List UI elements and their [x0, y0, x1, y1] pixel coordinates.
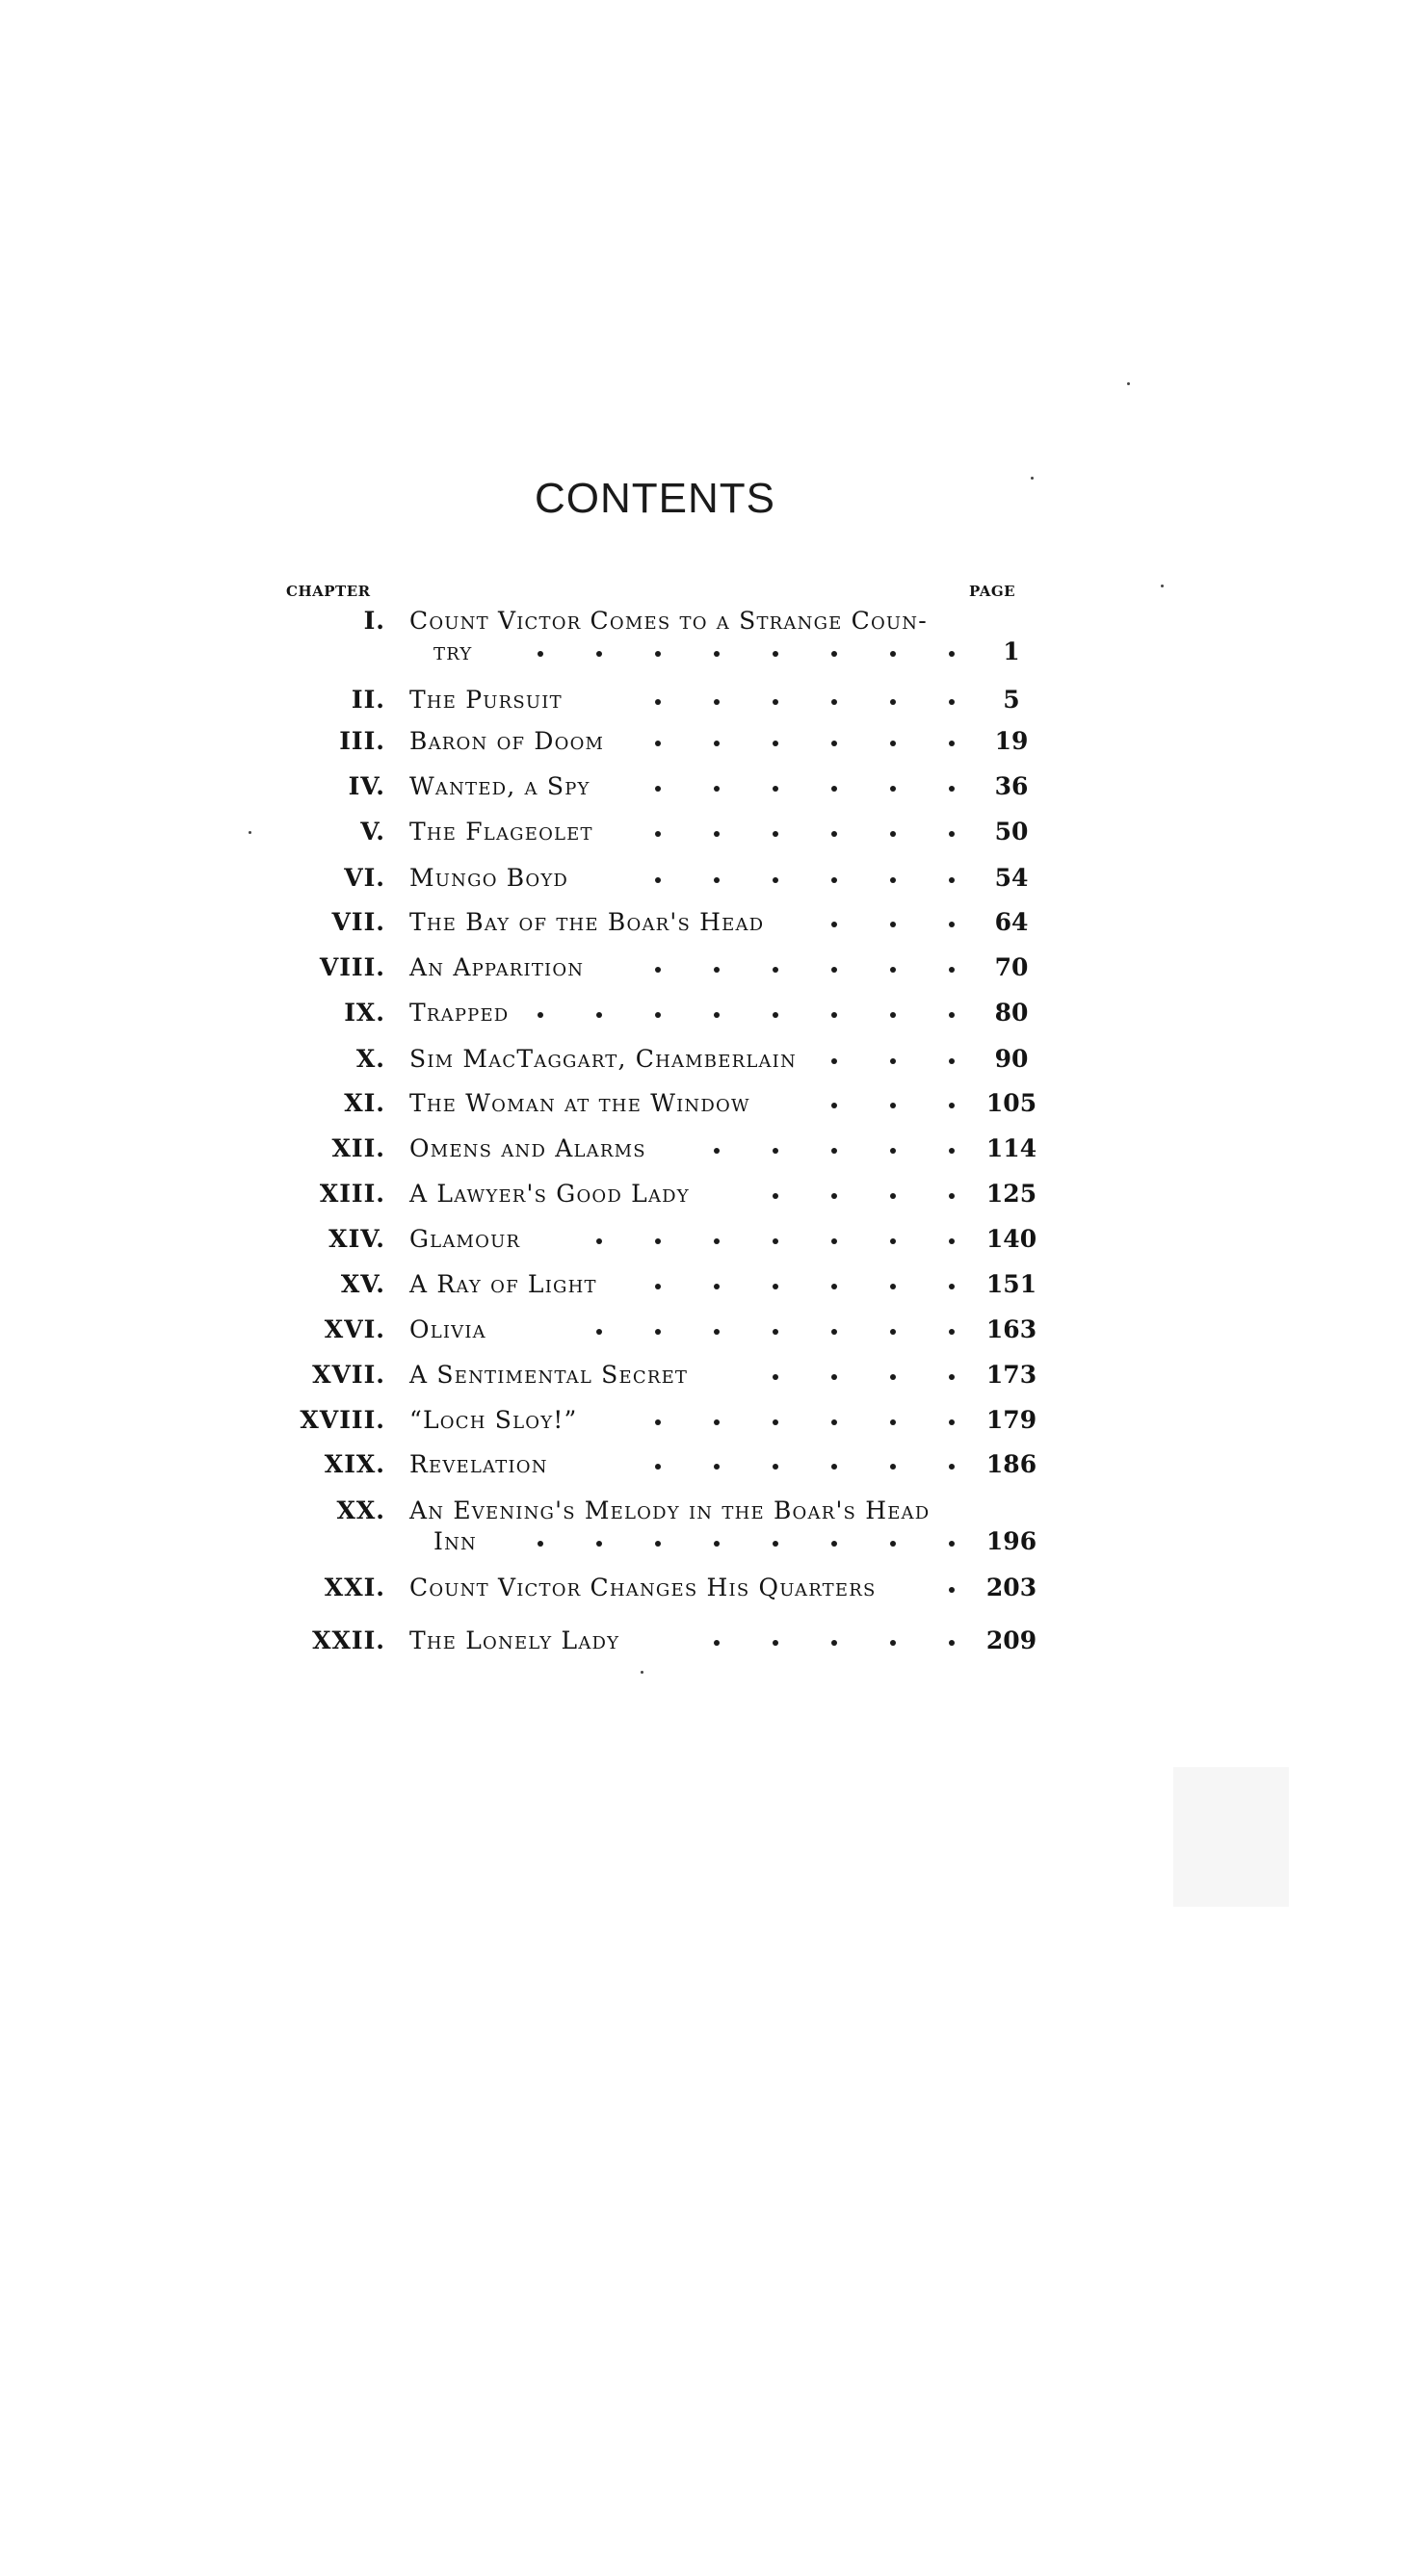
chapter-numeral: II. [351, 686, 385, 714]
chapter-numeral: XVII. [312, 1361, 385, 1389]
leader-dot [890, 1541, 896, 1547]
page-number: 105 [985, 1089, 1037, 1117]
leader-dot [773, 1012, 778, 1018]
leader-dot [831, 1193, 837, 1199]
page-number: 114 [985, 1134, 1037, 1162]
chapter-numeral: I. [363, 607, 385, 635]
leader-dot [949, 1374, 955, 1380]
page-number: 80 [994, 999, 1029, 1027]
leader-dot [714, 699, 720, 705]
leader-dot [890, 1193, 896, 1199]
leader-dot [831, 877, 837, 883]
dot-leader [482, 1527, 958, 1566]
leader-dot [714, 1238, 720, 1244]
toc-entry [0, 953, 1417, 992]
leader-dot [655, 651, 661, 657]
chapter-numeral: III. [339, 727, 385, 755]
leader-dot [773, 699, 778, 705]
toc-entry [0, 1626, 1417, 1665]
chapter-numeral: X. [355, 1045, 385, 1073]
leader-dot [538, 1541, 543, 1547]
leader-dot [890, 877, 896, 883]
dot-leader [771, 1361, 958, 1399]
leader-dot [773, 1464, 778, 1470]
chapter-numeral: XVIII. [300, 1406, 385, 1434]
leader-dot [831, 1012, 837, 1018]
leader-dot [831, 1419, 837, 1425]
page-number: 54 [994, 864, 1029, 892]
leader-dot [831, 922, 837, 927]
toc-entry [0, 864, 1417, 902]
leader-dot [831, 699, 837, 705]
toc-entry [0, 1045, 1417, 1083]
page-number: 209 [985, 1626, 1037, 1654]
page-number: 140 [985, 1225, 1037, 1253]
leader-dot [714, 1148, 720, 1154]
leader-dot [890, 1284, 896, 1289]
leader-dot [949, 1541, 955, 1547]
chapter-numeral: XXII. [312, 1626, 385, 1654]
leader-dot [890, 651, 896, 657]
leader-dot [773, 1329, 778, 1335]
page-number: 163 [985, 1315, 1037, 1343]
leader-dot [890, 786, 896, 792]
chapter-numeral: VI. [344, 864, 385, 892]
leader-dot [949, 877, 955, 883]
leader-dot [831, 651, 837, 657]
chapter-title: A Lawyer's Good Lady [409, 1180, 690, 1208]
page-number: 196 [985, 1527, 1037, 1555]
chapter-numeral: IV. [348, 772, 385, 800]
leader-dot [773, 1193, 778, 1199]
chapter-numeral: XI. [344, 1089, 385, 1117]
leader-dot [949, 1464, 955, 1470]
leader-dot [773, 831, 778, 837]
page-number: 173 [985, 1361, 1037, 1389]
leader-dot [773, 967, 778, 973]
leader-dot [596, 651, 602, 657]
leader-dot [890, 1238, 896, 1244]
leader-dot [714, 877, 720, 883]
chapter-title: An Evening's Melody in the Boar's Head [409, 1496, 931, 1524]
chapter-title: Olivia [409, 1315, 486, 1343]
page-number: 5 [1003, 686, 1020, 714]
chapter-title: Trapped [409, 999, 510, 1027]
leader-dot [890, 1148, 896, 1154]
toc-entry [0, 727, 1417, 766]
leader-dot [655, 967, 661, 973]
chapter-numeral: XIV. [328, 1225, 385, 1253]
chapter-numeral: VIII. [319, 953, 385, 981]
page-number: 36 [994, 772, 1029, 800]
leader-dot [714, 1464, 720, 1470]
leader-dot [949, 831, 955, 837]
chapter-title: Sim MacTaggart, Chamberlain [409, 1045, 797, 1073]
print-speck [1031, 477, 1034, 480]
print-speck [1161, 585, 1164, 587]
print-speck [1127, 382, 1130, 385]
leader-dot [655, 1419, 661, 1425]
leader-dot [890, 1103, 896, 1108]
toc-entry [0, 1450, 1417, 1489]
page-number: 125 [985, 1180, 1037, 1208]
page-number: 19 [994, 727, 1029, 755]
page-number: 179 [985, 1406, 1037, 1434]
leader-dot [596, 1012, 602, 1018]
chapter-numeral: XIII. [319, 1180, 385, 1208]
chapter-title-continuation: Inn [433, 1527, 477, 1555]
leader-dot [596, 1541, 602, 1547]
page-column-label: PAGE [969, 583, 1016, 600]
leader-dot [949, 1193, 955, 1199]
toc-entry [0, 1406, 1417, 1444]
leader-dot [714, 741, 720, 746]
leader-dot [773, 651, 778, 657]
dot-leader [828, 1089, 958, 1128]
leader-dot [831, 1374, 837, 1380]
chapter-title: Mungo Boyd [409, 864, 569, 892]
leader-dot [714, 1419, 720, 1425]
toc-entry [0, 1574, 1417, 1612]
print-speck [641, 1671, 643, 1674]
leader-dot [949, 1587, 955, 1593]
leader-dot [890, 1329, 896, 1335]
leader-dot [655, 741, 661, 746]
chapter-numeral: XX. [336, 1496, 385, 1524]
toc-entry [0, 908, 1417, 947]
chapter-title: Count Victor Changes His Quarters [409, 1574, 877, 1601]
leader-dot [655, 1238, 661, 1244]
chapter-numeral: XXI. [324, 1574, 385, 1601]
leader-dot [655, 1541, 661, 1547]
chapter-title: Wanted, a Spy [409, 772, 590, 800]
leader-dot [831, 1464, 837, 1470]
toc-entry [0, 999, 1417, 1037]
page-number: 90 [994, 1045, 1029, 1073]
chapter-title: “Loch Sloy!” [409, 1406, 578, 1434]
leader-dot [831, 1640, 837, 1646]
leader-dot [538, 1012, 543, 1018]
dot-leader [655, 1270, 958, 1309]
chapter-title: The Lonely Lady [409, 1626, 620, 1654]
leader-dot [714, 831, 720, 837]
leader-dot [714, 651, 720, 657]
chapter-numeral: XII. [331, 1134, 385, 1162]
leader-dot [890, 699, 896, 705]
leader-dot [890, 1640, 896, 1646]
leader-dot [831, 786, 837, 792]
chapter-title: The Bay of the Boar's Head [409, 908, 765, 936]
dot-leader [655, 818, 958, 856]
leader-dot [655, 831, 661, 837]
leader-dot [831, 1284, 837, 1289]
chapter-title: Baron of Doom [409, 727, 605, 755]
leader-dot [949, 1103, 955, 1108]
leader-dot [831, 831, 837, 837]
dot-leader [597, 1450, 958, 1489]
chapter-numeral: VII. [331, 908, 385, 936]
chapter-title: The Woman at the Window [409, 1089, 750, 1117]
leader-dot [949, 1419, 955, 1425]
leader-dot [538, 651, 543, 657]
leader-dot [714, 786, 720, 792]
leader-dot [714, 967, 720, 973]
dot-leader [655, 1406, 958, 1444]
page-number: 151 [985, 1270, 1037, 1298]
leader-dot [714, 1329, 720, 1335]
page-number: 70 [994, 953, 1029, 981]
toc-entry [0, 686, 1417, 724]
chapter-title: An Apparition [409, 953, 585, 981]
toc-entry [0, 1089, 1417, 1128]
chapter-title: A Ray of Light [409, 1270, 597, 1298]
page-number: 1 [1003, 637, 1020, 665]
toc-entry [0, 1361, 1417, 1399]
leader-dot [890, 1464, 896, 1470]
chapter-column-label: CHAPTER [286, 583, 371, 600]
leader-dot [714, 1012, 720, 1018]
leader-dot [949, 1640, 955, 1646]
toc-entry [0, 1315, 1417, 1354]
leader-dot [890, 967, 896, 973]
paper-shading [1173, 1767, 1289, 1907]
leader-dot [890, 1012, 896, 1018]
leader-dot [714, 1541, 720, 1547]
dot-leader [539, 1315, 958, 1354]
dot-leader [515, 637, 958, 676]
leader-dot [949, 922, 955, 927]
leader-dot [949, 1284, 955, 1289]
leader-dot [831, 1058, 837, 1064]
leader-dot [831, 967, 837, 973]
leader-dot [831, 741, 837, 746]
chapter-title: Revelation [409, 1450, 548, 1478]
leader-dot [831, 1541, 837, 1547]
chapter-title: A Sentimental Secret [409, 1361, 689, 1389]
leader-dot [890, 1419, 896, 1425]
leader-dot [949, 1012, 955, 1018]
print-speck [249, 831, 251, 834]
leader-dot [949, 699, 955, 705]
leader-dot [949, 1148, 955, 1154]
dot-leader [713, 1134, 958, 1173]
leader-dot [949, 741, 955, 746]
leader-dot [773, 1238, 778, 1244]
dot-leader [828, 1045, 958, 1083]
chapter-title: The Pursuit [409, 686, 563, 714]
toc-entry [0, 1270, 1417, 1309]
dot-leader [655, 727, 958, 766]
toc-entry-continuation [0, 637, 1417, 676]
leader-dot [714, 1640, 720, 1646]
chapter-numeral: V. [360, 818, 385, 846]
toc-entry-continuation [0, 1527, 1417, 1566]
leader-dot [773, 877, 778, 883]
chapter-title: Omens and Alarms [409, 1134, 646, 1162]
dot-leader [530, 999, 958, 1037]
chapter-numeral: IX. [344, 999, 385, 1027]
dot-leader [539, 1225, 958, 1263]
page-number: 50 [994, 818, 1029, 846]
leader-dot [655, 786, 661, 792]
leader-dot [596, 1238, 602, 1244]
leader-dot [831, 1103, 837, 1108]
leader-dot [890, 1058, 896, 1064]
leader-dot [890, 922, 896, 927]
leader-dot [773, 1419, 778, 1425]
leader-dot [714, 1284, 720, 1289]
dot-leader [713, 1626, 958, 1665]
leader-dot [890, 831, 896, 837]
leader-dot [655, 1012, 661, 1018]
dot-leader [949, 1574, 958, 1612]
page-number: 186 [985, 1450, 1037, 1478]
leader-dot [949, 786, 955, 792]
leader-dot [655, 877, 661, 883]
chapter-title-continuation: try [433, 637, 473, 665]
leader-dot [949, 1238, 955, 1244]
leader-dot [655, 1284, 661, 1289]
leader-dot [949, 967, 955, 973]
page-number: 203 [985, 1574, 1037, 1601]
dot-leader [597, 864, 958, 902]
dot-leader [597, 686, 958, 724]
toc-entry [0, 772, 1417, 811]
dot-leader [655, 953, 958, 992]
leader-dot [596, 1329, 602, 1335]
chapter-title: Count Victor Comes to a Strange Coun- [409, 607, 928, 635]
dot-leader [655, 772, 958, 811]
toc-entry [0, 1134, 1417, 1173]
leader-dot [655, 1464, 661, 1470]
leader-dot [655, 1329, 661, 1335]
chapter-title: The Flageolet [409, 818, 593, 846]
leader-dot [773, 1148, 778, 1154]
page-title: CONTENTS [535, 475, 775, 522]
dot-leader [771, 1180, 958, 1218]
leader-dot [831, 1329, 837, 1335]
chapter-numeral: XV. [340, 1270, 385, 1298]
leader-dot [773, 741, 778, 746]
dot-leader [828, 908, 958, 947]
page-number: 64 [994, 908, 1029, 936]
leader-dot [831, 1238, 837, 1244]
leader-dot [949, 1058, 955, 1064]
leader-dot [773, 1284, 778, 1289]
leader-dot [773, 1374, 778, 1380]
leader-dot [949, 1329, 955, 1335]
toc-entry [0, 1225, 1417, 1263]
chapter-title: Glamour [409, 1225, 521, 1253]
toc-entry [0, 1180, 1417, 1218]
leader-dot [773, 786, 778, 792]
chapter-numeral: XVI. [324, 1315, 385, 1343]
leader-dot [831, 1148, 837, 1154]
leader-dot [773, 1640, 778, 1646]
chapter-numeral: XIX. [324, 1450, 385, 1478]
leader-dot [949, 651, 955, 657]
leader-dot [890, 741, 896, 746]
leader-dot [773, 1541, 778, 1547]
leader-dot [655, 699, 661, 705]
toc-entry [0, 818, 1417, 856]
leader-dot [890, 1374, 896, 1380]
